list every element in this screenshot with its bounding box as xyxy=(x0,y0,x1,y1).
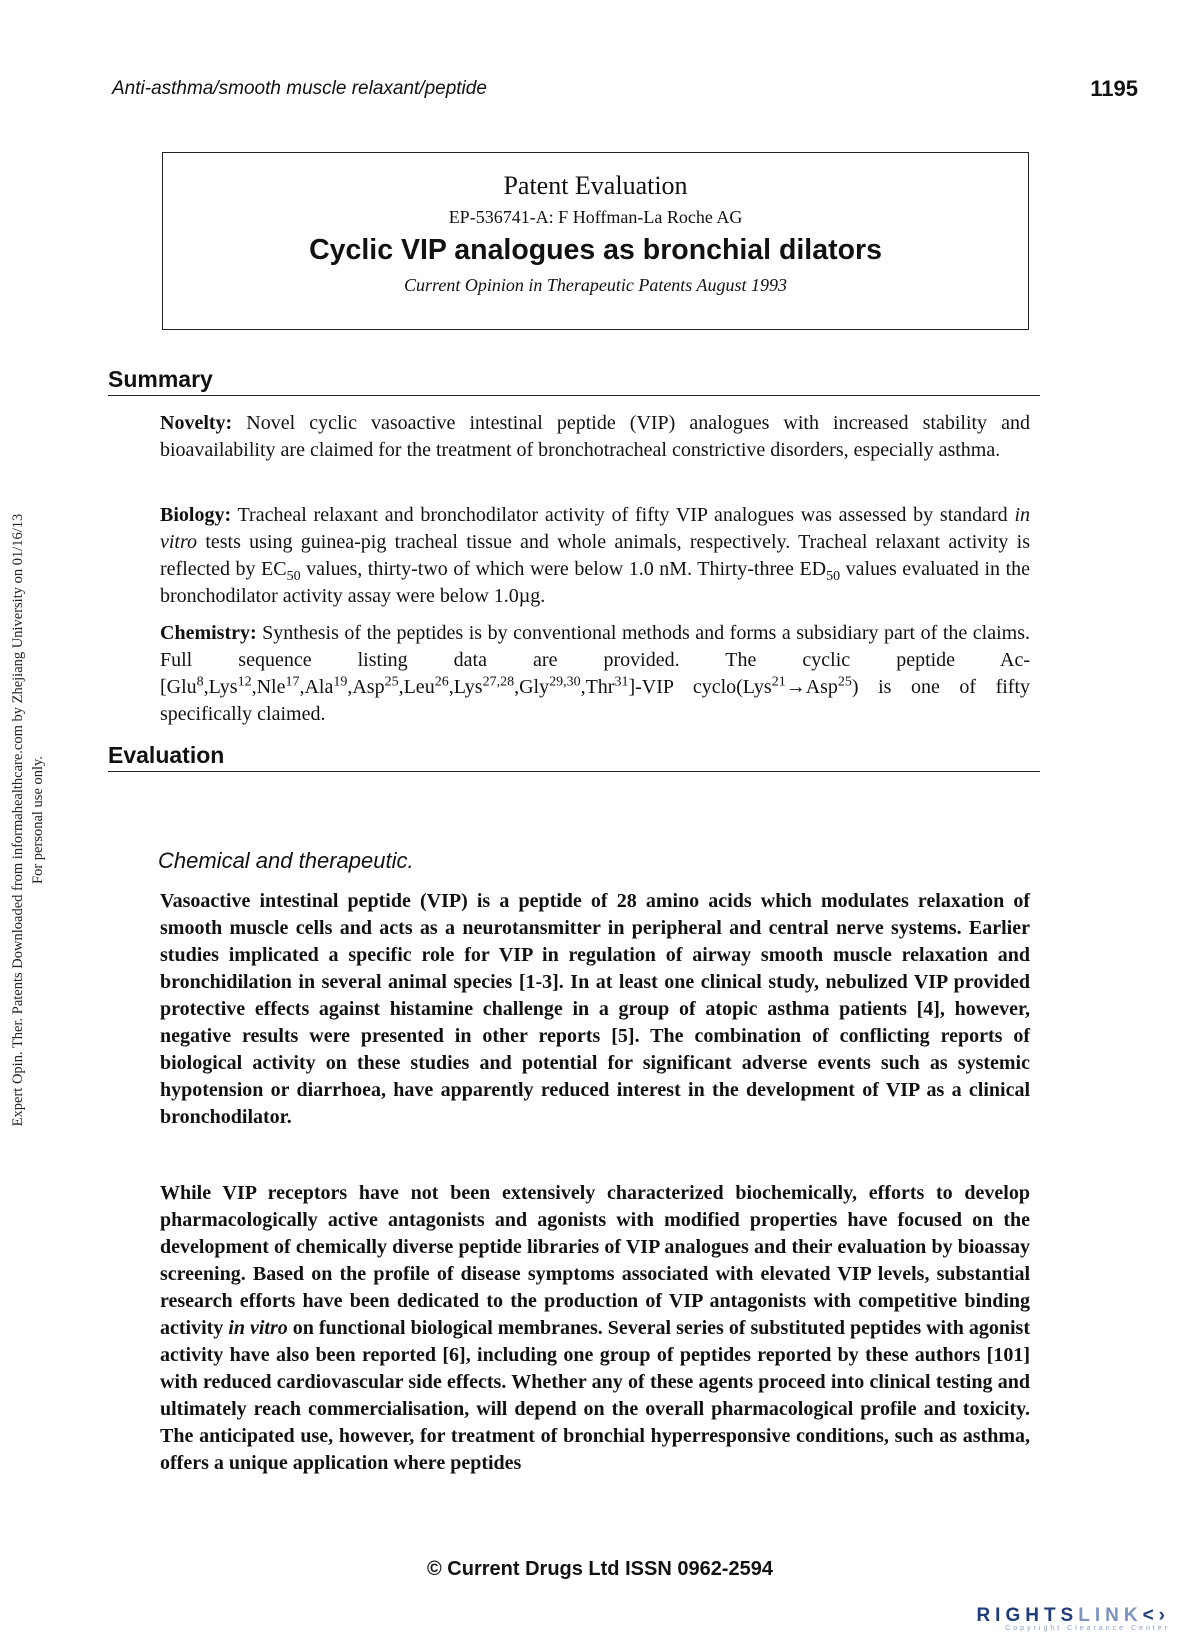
biology-text-3: values, thirty-two of which were below 1.0 nM. Thirty-three ED xyxy=(306,558,827,580)
chemistry-label: Chemistry: xyxy=(160,622,257,644)
ed50-subscript: 50 xyxy=(826,569,841,584)
biology-text-2: tests using guinea-pig tracheal tissue and whole animals, respectively. Tracheal relaxant activity is reflected by EC xyxy=(160,531,1030,580)
evaluation-paragraph-2 xyxy=(160,1180,1030,1477)
rightslink-main-dark: RIGHTS xyxy=(976,1605,1079,1626)
patent-title-box xyxy=(162,152,1029,330)
para2-text-2: on functional biological membranes. Several series of substituted peptides with agonist activity have also been reported [6], including one group of peptides reported by these authors [101] with reduced cardiovascular side effects. Whether any of these agents proceed into clinical testing and ultimately reach commercialisation, will depend on the overall pharmacological profile and toxicity. The anticipated use, however, for treatment of bronchial hyperresponsive conditions, such as asthma, offers a unique application where peptides xyxy=(160,1317,1031,1474)
download-side-note xyxy=(8,455,68,1185)
peptide-sequence: Ac-[Glu$^8$,Lys$^{12}$,Nle$^{17}$,Ala$^{19}$,Asp$^{25}$,Leu$^{26}$,Lys$^{27,28}$,Gly$^{29,30}$,Thr$^{31}$]-VIP cyclo(Lys$^{21}$→Asp$^{25}$) xyxy=(160,649,1030,698)
rightslink-icon: <› xyxy=(1142,1605,1170,1626)
ec50-subscript: 50 xyxy=(286,569,301,584)
biology-text-1: Tracheal relaxant and bronchodilator activity of fifty VIP analogues was assessed by standard xyxy=(237,504,1008,526)
article-source: Current Opinion in Therapeutic Patents August 1993 xyxy=(404,275,787,295)
side-note-line-1: Expert Opin. Ther. Patents Downloaded from informahealthcare.com by Zhejiang University on 01/16/13 xyxy=(10,513,26,1127)
rightslink-logo[interactable] xyxy=(976,1605,1170,1632)
article-title: Cyclic VIP analogues as bronchial dilators xyxy=(309,234,882,266)
novelty-label: Novelty: xyxy=(160,412,233,434)
patent-number: EP-536741-A: F Hoffman-La Roche AG xyxy=(448,207,743,227)
para2-text-1: While VIP receptors have not been extensively characterized biochemically, efforts to develop pharmacologically active antagonists and agonists with modified properties have focused on the development of chemically diverse peptide libraries of VIP analogues and their evaluation by bioassay screening. Based on the profile of disease symptoms associated with elevated VIP levels, substantial research efforts have been dedicated to the production of VIP antagonists with competitive binding activity xyxy=(160,1182,1030,1339)
evaluation-heading: Evaluation xyxy=(108,742,1040,772)
chemistry-text: Synthesis of the peptides is by conventional methods and forms a subsidiary part of the claims. Full sequence listing data are provided. The cyclic peptide xyxy=(160,622,1030,671)
running-title: Anti-asthma/smooth muscle relaxant/peptide xyxy=(112,78,487,99)
novelty-paragraph xyxy=(160,410,1030,464)
novelty-text: Novel cyclic vasoactive intestinal peptide (VIP) analogues with increased stability and bioavailability are claimed for the treatment of bronchotracheal constrictive disorders, especially asthma. xyxy=(160,412,1030,461)
biology-label: Biology: xyxy=(160,504,232,526)
box-label: Patent Evaluation xyxy=(503,171,688,200)
page-number: 1195 xyxy=(1090,76,1138,101)
chemistry-paragraph xyxy=(160,620,1030,728)
summary-heading: Summary xyxy=(108,366,1040,396)
evaluation-subheading: Chemical and therapeutic. xyxy=(158,848,414,873)
chemistry-end: is one of fifty specifically claimed. xyxy=(160,676,1031,725)
copyright-footer: © Current Drugs Ltd ISSN 0962-2594 xyxy=(427,1558,773,1580)
biology-in-vitro: in vitro xyxy=(160,504,1031,553)
biology-text-4: values evaluated in the bronchodilator activity assay were below 1.0µg. xyxy=(160,558,1030,607)
biology-paragraph xyxy=(160,502,1030,610)
rightslink-subtitle: Copyright Clearance Center xyxy=(1005,1625,1170,1632)
para2-in-vitro: in vitro xyxy=(228,1317,288,1339)
evaluation-paragraph-1: Vasoactive intestinal peptide (VIP) is a peptide of 28 amino acids which modulates relaxation of smooth muscle cells and acts as a neurotansmitter in peripheral and central nerve systems. Earlier studies implicated a specific role for VIP in regulation of airway smooth muscle relaxation and bronchidilation in several animal species [1-3]. In at least one clinical study, nebulized VIP provided protective effects against histamine challenge in a group of atopic asthma patients [4], however, negative results were presented in other reports [5]. The combination of conflicting reports of biological activity on these studies and potential for significant adverse events such as systemic hypotension or diarrhoea, have apparently reduced interest in the development of VIP as a clinical bronchodilator. xyxy=(160,890,1030,1128)
rightslink-main-light: LINK xyxy=(1078,1605,1143,1626)
side-note-line-2: For personal use only. xyxy=(30,756,46,884)
